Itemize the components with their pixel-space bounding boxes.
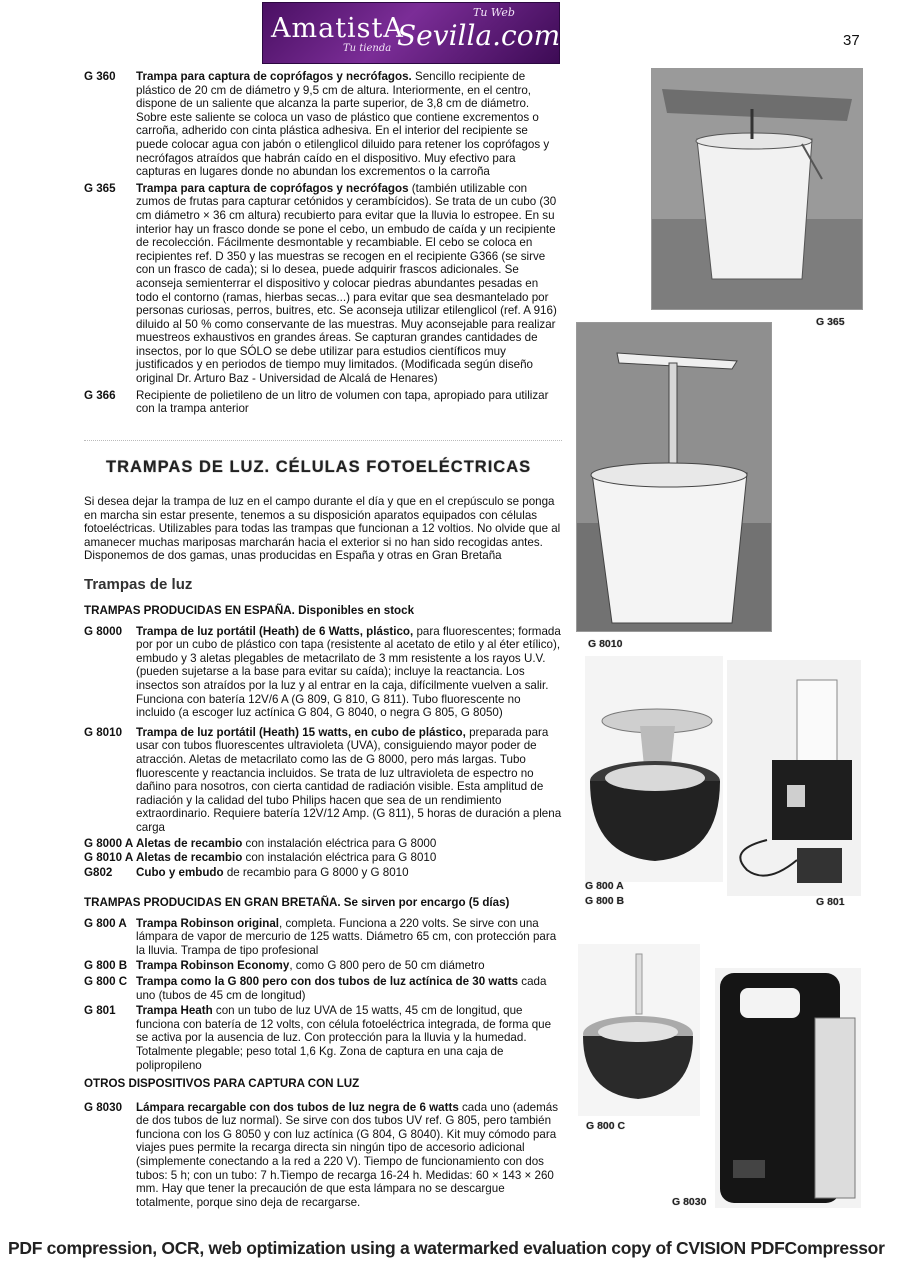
product-title: Trampa de luz portátil (Heath) de 6 Watts, plástico, (136, 624, 414, 638)
product-code: G 8010 (84, 725, 123, 739)
product-entry (84, 837, 562, 851)
product-entry (84, 389, 562, 416)
photo-caption: G 8030 (672, 1196, 707, 1208)
photo-caption: G 365 (816, 316, 845, 328)
photo-caption: G 800 B (585, 895, 625, 907)
product-title: Aletas de recambio (136, 851, 243, 865)
section-intro: Si desea dejar la trampa de luz en el campo durante el día y que en el crepúsculo se ponga en marcha sin estar presente, tenemos a su disposición aparatos equipados con células fotoeléctricas. Utilizables para todas las trampas que funcionan a 12 voltios. No olvide que al amanecer muchas mariposas marcharán hacia el exterior si no han sido recogidas antes. Disponemos de dos gamas, unas producidas en España y otras en Gran Bretaña (84, 495, 561, 563)
product-code: G 800 A (84, 916, 127, 930)
robinson-tube-trap-image (578, 944, 700, 1116)
logo-bottom-text: Tu tienda (343, 43, 392, 54)
rechargeable-lamp-image (715, 968, 861, 1208)
coprophage-traps (84, 70, 562, 419)
product-code: G802 (84, 865, 113, 879)
logo-top-text: Tu Web (473, 6, 515, 19)
product-description: con un tubo de luz UVA de 15 watts, 45 cm de longitud, que funciona con batería de 12 volts, con célula fotoeléctrica integrada, de forma que se activa por la ausencia de luz. Con protección para la lluvia y la humedad. Totalmente plegable; peso total 1,6 Kg. Zona de captura en una caja de polipropileno (136, 1004, 552, 1072)
product-entry (84, 1101, 562, 1210)
product-entry (84, 70, 562, 179)
product-description: cada uno (tubos de 45 cm de longitud) (136, 974, 547, 1002)
product-description: Recipiente de polietileno de un litro de volumen con tapa, apropiado para utilizar con la trampa anterior (136, 388, 549, 416)
page-number: 37 (843, 32, 860, 49)
photo-g365 (651, 68, 863, 310)
product-entry (84, 959, 562, 973)
product-code: G 8000 A (84, 836, 134, 850)
product-code: G 8030 (84, 1100, 123, 1114)
section-title: TRAMPAS DE LUZ. CÉLULAS FOTOELÉCTRICAS (106, 458, 532, 476)
product-entry (84, 866, 562, 880)
bucket-trap-image (652, 69, 862, 309)
product-description: con instalación eléctrica para G 8010 (242, 851, 437, 865)
photo-g801 (727, 660, 861, 896)
photo-g8010 (576, 322, 772, 632)
light-trap-bucket-image (577, 323, 771, 631)
britain-heading: TRAMPAS PRODUCIDAS EN GRAN BRETAÑA. Se sirven por encargo (5 días) (84, 896, 510, 909)
product-code: G 8010 A (84, 851, 134, 865)
logo-city-text: Sevilla.com (397, 19, 561, 52)
product-description: para fluorescentes; formada por por un cubo de plástico con tapa (resistente al acetato de etilo y al éter etílico), embudo y 3 aletas plegables de metacrilato de 3 mm resistente a los rayos U.V. (pueden sujetarse a la base para evitar su caída); incluye la reactancia. Los insectos son atraídos por la luz y al entrar en la caja, difícilmente vuelven a salir. Funciona con batería 12V/6 A (G 809, G 810, G 811). Tubo fluorescente no incluido (a escoger luz actínica G 804, G 8040, o negra G 805, G 8050) (136, 624, 561, 720)
heath-trap-image (727, 660, 861, 896)
photo-g8030 (715, 968, 861, 1208)
product-title: Trampa para captura de coprófagos y necrófagos. (136, 70, 412, 83)
photo-caption: G 8010 (588, 638, 623, 650)
product-code: G 366 (84, 388, 116, 402)
product-entry (84, 851, 562, 865)
photo-g800a (585, 656, 723, 882)
photo-caption: G 800 A (585, 880, 624, 892)
product-code: G 8000 (84, 624, 123, 638)
product-title: Trampa de luz portátil (Heath) 15 watts, en cubo de plástico, (136, 725, 466, 739)
product-description: , como G 800 pero de 50 cm diámetro (289, 959, 485, 973)
product-entry (84, 975, 562, 1002)
product-description: Sencillo recipiente de plástico de 20 cm de diámetro y 9,5 cm de altura. Interiormente, en el centro, dispone de un saliente que alcanza la parte superior, de 3,8 cm de diámetro. Sobre este saliente se coloca un vaso de plástico que contiene excrementos o carroña, adherido con cinta plástica adhesiva. En el interior del recipiente se puede colocar agua con jabón o etilenglicol diluido para retener los coprófagos y necrófagos atraídos que habrán caído en el dispositivo. Muy efectivo para capturas en lugares donde no abundan los excrementos o la carroña (136, 70, 550, 179)
site-logo (262, 2, 560, 64)
product-description: cada uno (además de dos tubos de luz normal). Se sirve con dos tubos UV ref. G 805, pero también funciona con los G 8050 y con luz actínica (G 804, G 8040). Kit muy cómodo para viajes pues permite la recarga directa sin ningún tipo de accesorio adicional (simplemente conectando a la red a 220 V). Tiempo de funcionamiento con dos tubos: 5 h; con un tubo: 7 h.Tiempo de recarga 16-24 h. Medidas: 60 × 143 × 260 mm. Hay que tener la precaución de que esta lámpara no se descargue totalmente, porque sino deja de recargarse. (136, 1100, 559, 1209)
product-entry (84, 625, 562, 720)
product-description: preparada para usar con tubos fluorescentes ultravioleta (UVA), consiguiendo mayor poder de atracción. Aletas de metacrilato como las de G 8000, pero más largas. Tubo fluorescente y reactancia incluidos. Se trata de luz ultravioleta de espectro no dañino para nosotros, con cierta cantidad de radiación visible. Esta amplitud de radiación y la calidad del tubo Philips hacen que sea de un rendimiento extraordinario. Requiere batería 12V/12 Amp. (G 811), 5 horas de duración a plena carga (136, 725, 562, 834)
product-description: (también utilizable con zumos de frutas para capturar cetónidos y cerambícidos). Se trata de un cubo (30 cm diámetro × 36 cm altura) recubierto para evitar que la lluvia lo estropee. En su interior hay un frasco donde se pone el cebo, un embudo de caída y un recipiente de recolección. Fácilmente desmontable y recambiable. El cebo se coloca en recipientes ref. D 350 y las muestras se recogen en el recipiente G366 (se sirve con un frasco de cada); si lo desea, puede adquirir frascos adicionales. Se aconseja semienterrar el dispositivo y colocar piedras abundantes pesadas en todo el contorno (ramas, hierbas secas...) para evitar que sea desmantelado por personas curiosas, perros, buitres, etc. Se aconseja utilizar etilenglicol (ref. A 916) diluido al 50 % como conservante de las muestras. Muy aconsejable para realizar muestreos exhaustivos en grandes áreas. Se capturan grandes cantidades de insectos, por lo que SÓLO se debe utilizar para estudios científicos muy justificados y en periodos de tiempo muy limitados. (Modificada según diseño original Dr. Arturo Baz - Universidad de Alcalá de Henares) (136, 181, 557, 386)
product-entry (84, 726, 562, 835)
product-entry (84, 1004, 562, 1072)
others-heading: OTROS DISPOSITIVOS PARA CAPTURA CON LUZ (84, 1077, 360, 1090)
product-title: Trampa Robinson Economy (136, 959, 290, 973)
robinson-trap-image (585, 656, 723, 882)
product-title: Lámpara recargable con dos tubos de luz negra de 6 watts (136, 1100, 459, 1114)
product-description: , completa. Funciona a 220 volts. Se sirve con una lámpara de vapor de mercurio de 125 watts. Diámetro 65 cm, con protección para la lluvia. Trampa de tipo profesional (136, 916, 557, 957)
spain-heading: TRAMPAS PRODUCIDAS EN ESPAÑA. Disponibles en stock (84, 604, 415, 617)
product-code: G 800 B (84, 959, 128, 973)
divider (84, 440, 562, 441)
product-code: G 360 (84, 70, 116, 83)
other-devices (84, 1077, 562, 1212)
product-description: con instalación eléctrica para G 8000 (242, 836, 437, 850)
product-title: Trampa Heath (136, 1004, 213, 1018)
subsection-title: Trampas de luz (84, 576, 193, 593)
product-title: Aletas de recambio (136, 836, 243, 850)
product-description: de recambio para G 8000 y G 8010 (223, 865, 409, 879)
product-title: Trampa Robinson original (136, 916, 280, 930)
product-code: G 365 (84, 181, 116, 195)
spain-traps (84, 604, 562, 882)
product-title: Trampa para captura de coprófagos y necrófagos (136, 181, 409, 195)
product-code: G 801 (84, 1004, 116, 1018)
product-code: G 800 C (84, 974, 128, 988)
photo-caption: G 801 (816, 896, 845, 908)
britain-traps (84, 896, 562, 1075)
product-entry (84, 917, 562, 958)
photo-caption: G 800 C (586, 1120, 626, 1132)
product-title: Cubo y embudo (136, 865, 224, 879)
product-title: Trampa como la G 800 pero con dos tubos de luz actínica de 30 watts (136, 974, 519, 988)
photo-g800c (578, 944, 700, 1116)
watermark-footer: PDF compression, OCR, web optimization using a watermarked evaluation copy of CVISION PDFCompressor (8, 1238, 885, 1258)
product-entry (84, 182, 562, 386)
logo-main-text: AmatistA (271, 13, 404, 44)
